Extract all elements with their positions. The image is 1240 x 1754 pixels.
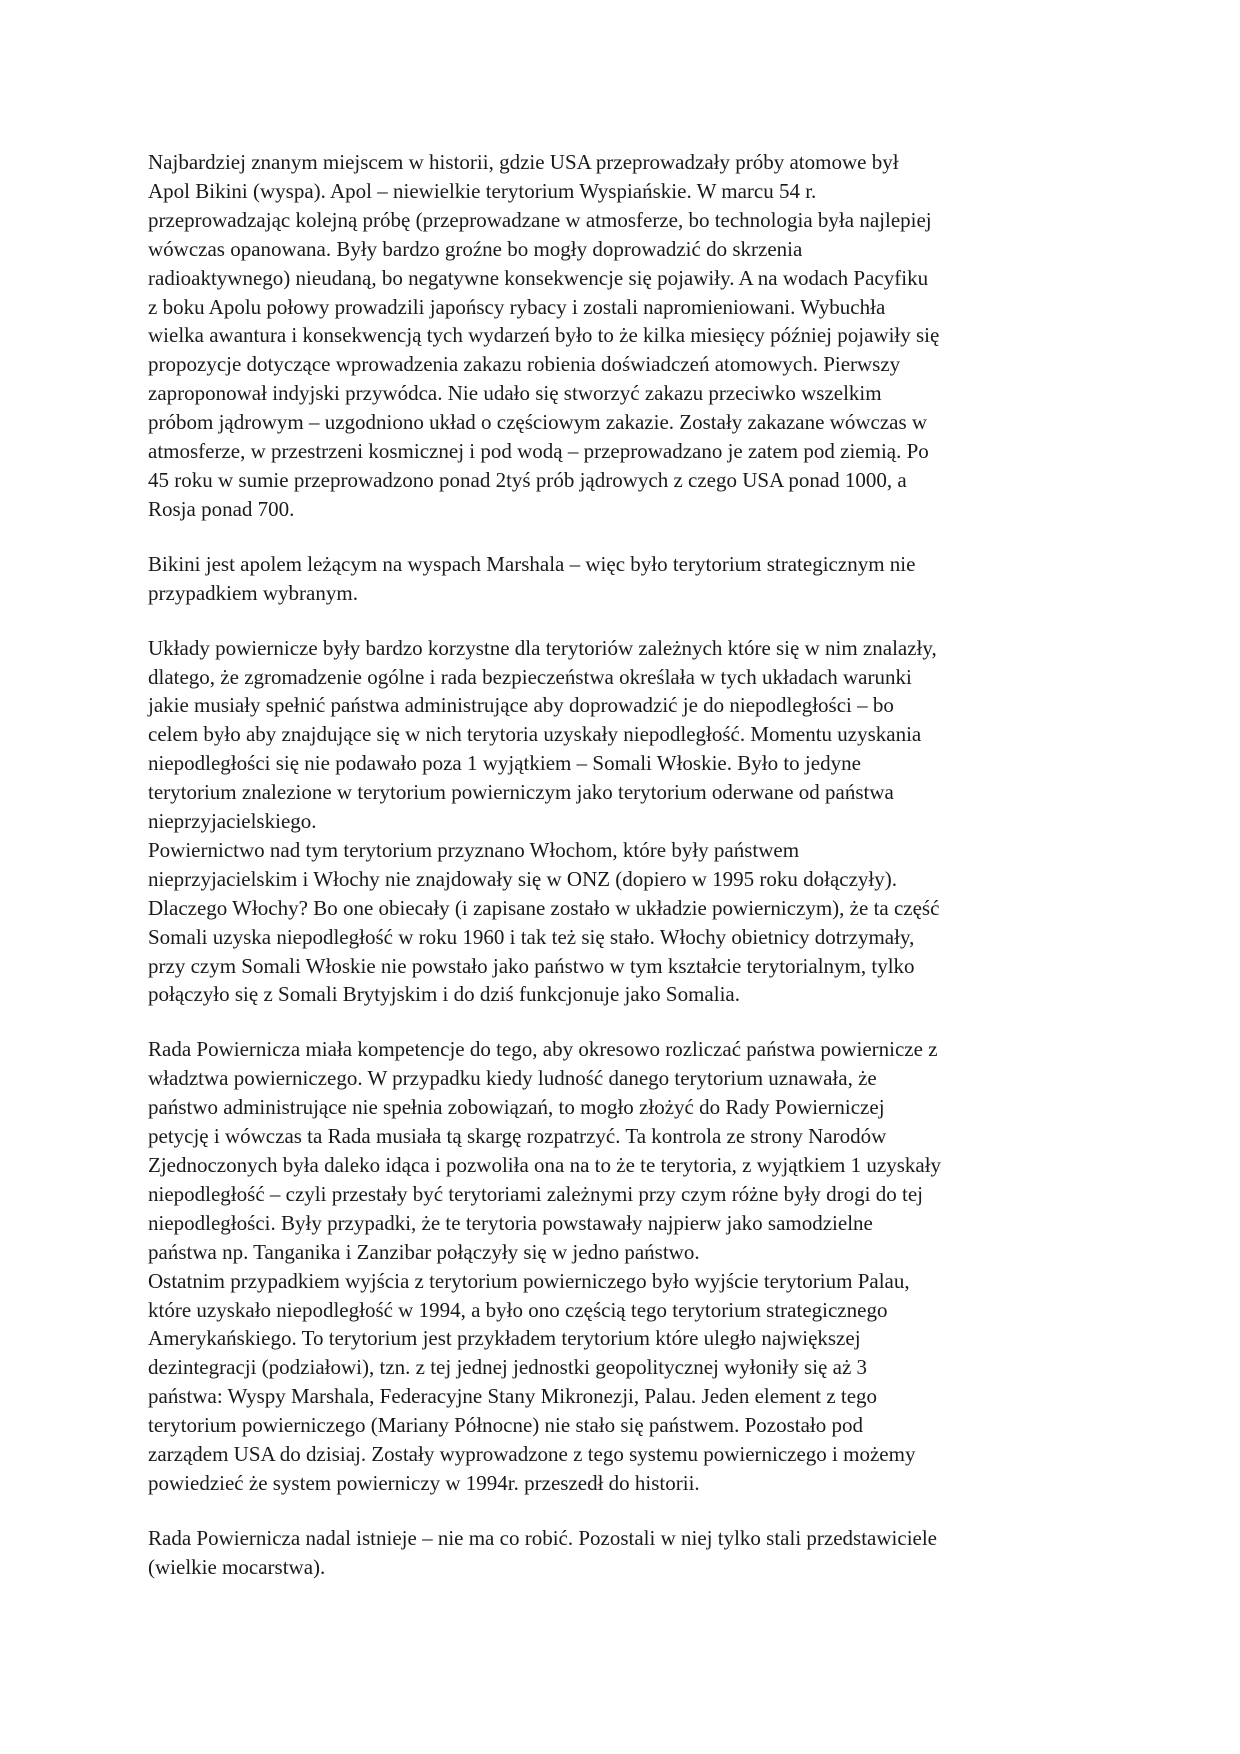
text-line: z boku Apolu połowy prowadzili japońscy rybacy i zostali napromieniowani. Wybuchła <box>148 294 886 319</box>
text-line: Rada Powiernicza nadal istnieje – nie ma co robić. Pozostali w niej tylko stali przedstawiciele <box>148 1525 938 1550</box>
text-line: Bikini jest apolem leżącym na wyspach Marshala – więc było terytorium strategicznym nie <box>148 551 916 576</box>
text-line: (wielkie mocarstwa). <box>148 1554 326 1579</box>
text-line: połączyło się z Somali Brytyjskim i do dziś funkcjonuje jako Somalia. <box>148 982 740 1007</box>
text-line: władztwa powierniczego. W przypadku kiedy ludność danego terytorium uznawała, że <box>148 1066 877 1091</box>
text-line: Najbardziej znanym miejscem w historii, gdzie USA przeprowadzały próby atomowe był <box>148 150 899 174</box>
text-line: dezintegracji (podziałowi), tzn. z tej jednej jednostki geopolitycznej wyłoniły się aż 3 <box>148 1355 868 1380</box>
text-line: celem było aby znajdujące się w nich terytoria uzyskały niepodległość. Momentu uzyskania <box>148 722 922 747</box>
text-line: Powiernictwo nad tym terytorium przyznano Włochom, które były państwem <box>148 837 800 862</box>
text-line: niepodległość – czyli przestały być terytoriami zależnymi przy czym różne były drogi do tej <box>148 1181 923 1206</box>
text-line: Ostatnim przypadkiem wyjścia z terytorium powierniczego było wyjście terytorium Palau, <box>148 1268 910 1293</box>
paragraph-trusteeship-council <box>148 1035 1098 1498</box>
paragraph-spacer <box>148 608 1098 634</box>
text-line: próbom jądrowym – uzgodniono układ o częściowym zakazie. Zostały zakazane wówczas w <box>148 410 928 435</box>
text-line: Amerykańskiego. To terytorium jest przykładem terytorium które uległo największej <box>148 1326 861 1351</box>
text-line: nieprzyjacielskim i Włochy nie znajdowały się w ONZ (dopiero w 1995 roku dołączyły). <box>148 866 897 891</box>
text-line: terytorium powierniczego (Mariany Północne) nie stało się państwem. Pozostało pod <box>148 1413 863 1438</box>
text-line: wielka awantura i konsekwencją tych wydarzeń było to że kilka miesięcy później pojawiły się <box>148 323 940 348</box>
document-body <box>148 148 1098 1582</box>
paragraph-spacer <box>148 524 1098 550</box>
text-line: atmosferze, w przestrzeni kosmicznej i pod wodą – przeprowadzano je zatem pod ziemią. Po <box>148 439 929 464</box>
text-line: przeprowadzając kolejną próbę (przeprowadzane w atmosferze, bo technologia była najlepiej <box>148 207 932 232</box>
text-line: propozycje dotyczące wprowadzenia zakazu robienia doświadczeń atomowych. Pierwszy <box>148 352 901 377</box>
text-line: zaproponował indyjski przywódca. Nie udało się stworzyć zakazu przeciwko wszelkim <box>148 381 882 406</box>
text-line: petycję i wówczas ta Rada musiała tą skargę rozpatrzyć. Ta kontrola ze strony Narodów <box>148 1124 887 1149</box>
text-line: Apol Bikini (wyspa). Apol – niewielkie terytorium Wyspiańskie. W marcu 54 r. <box>148 178 817 203</box>
text-line: państwa np. Tanganika i Zanzibar połączyły się w jedno państwo. <box>148 1239 700 1264</box>
text-line: przypadkiem wybranym. <box>148 580 358 605</box>
text-line: dlatego, że zgromadzenie ogólne i rada bezpieczeństwa określała w tych układach warunki <box>148 664 912 689</box>
text-line: Rada Powiernicza miała kompetencje do tego, aby okresowo rozliczać państwa powiernicze z <box>148 1037 938 1062</box>
text-line: państwa: Wyspy Marshala, Federacyjne Stany Mikronezji, Palau. Jeden element z tego <box>148 1384 878 1409</box>
text-line: jakie musiały spełnić państwa administrujące aby doprowadzić je do niepodległości – bo <box>148 693 894 718</box>
text-line: Somali uzyska niepodległość w roku 1960 i tak też się stało. Włochy obietnicy dotrzymały, <box>148 924 915 949</box>
paragraph-bikini <box>148 550 1098 608</box>
paragraph-trust-agreements <box>148 634 1098 1010</box>
text-line: niepodległości. Były przypadki, że te terytoria powstawały najpierw jako samodzielne <box>148 1210 873 1235</box>
text-line: zarządem USA do dzisiaj. Zostały wyprowadzone z tego systemu powierniczego i możemy <box>148 1442 916 1467</box>
text-line: Rosja ponad 700. <box>148 496 295 521</box>
text-line: niepodległości się nie podawało poza 1 wyjątkiem – Somali Włoskie. Było to jedyne <box>148 751 861 776</box>
text-line: powiedzieć że system powierniczy w 1994r. przeszedł do historii. <box>148 1470 700 1495</box>
text-line: Zjednoczonych była daleko idąca i pozwoliła ona na to że te terytoria, z wyjątkiem 1 uzyskały <box>148 1153 942 1177</box>
text-line: Układy powiernicze były bardzo korzystne dla terytoriów zależnych które się w nim znalazły, <box>148 635 937 660</box>
paragraph-atomic-tests <box>148 148 1098 524</box>
text-line: wówczas opanowana. Były bardzo groźne bo mogły doprowadzić do skrzenia <box>148 236 803 261</box>
text-line: które uzyskało niepodległość w 1994, a było ono częścią tego terytorium strategicznego <box>148 1297 888 1322</box>
text-line: państwo administrujące nie spełnia zobowiązań, to mogło złożyć do Rady Powierniczej <box>148 1095 885 1120</box>
paragraph-spacer <box>148 1009 1098 1035</box>
text-line: radioaktywnego) nieudaną, bo negatywne konsekwencje się pojawiły. A na wodach Pacyfiku <box>148 265 929 290</box>
text-line: terytorium znalezione w terytorium powierniczym jako terytorium oderwane od państwa <box>148 780 894 805</box>
text-line: przy czym Somali Włoskie nie powstało jako państwo w tym kształcie terytorialnym, tylko <box>148 953 915 978</box>
text-line: 45 roku w sumie przeprowadzono ponad 2tyś prób jądrowych z czego USA ponad 1000, a <box>148 467 907 492</box>
paragraph-spacer <box>148 1498 1098 1524</box>
text-line: nieprzyjacielskiego. <box>148 809 317 834</box>
text-line: Dlaczego Włochy? Bo one obiecały (i zapisane zostało w układzie powierniczym), że ta część <box>148 895 940 920</box>
paragraph-council-today <box>148 1524 1098 1582</box>
